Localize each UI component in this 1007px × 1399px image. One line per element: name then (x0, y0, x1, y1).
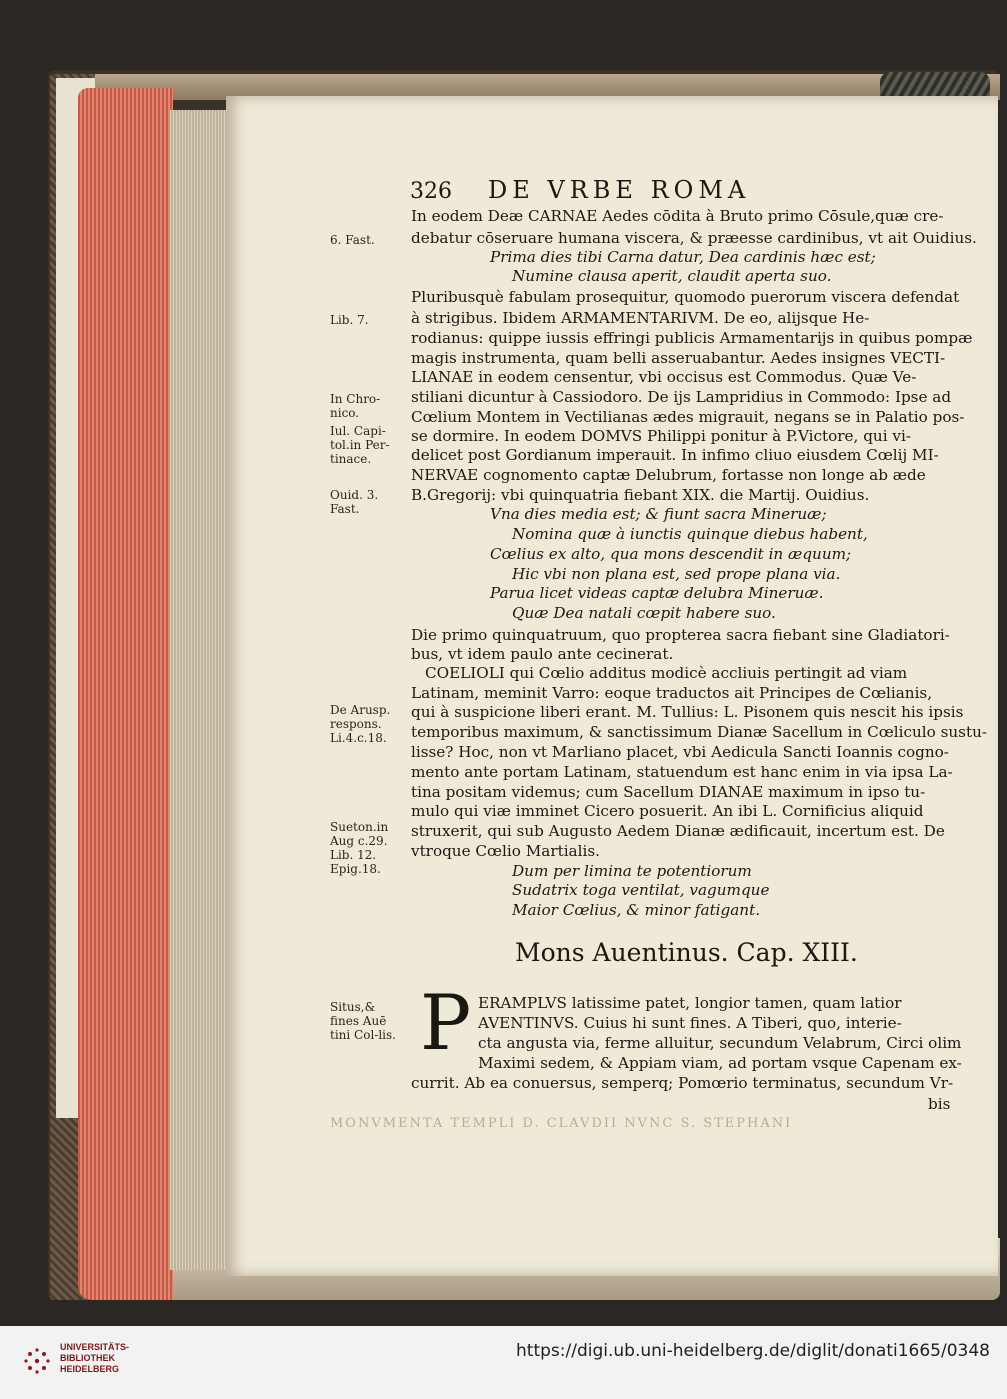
text-line: In eodem Deæ CARNAE Aedes cōdita à Bruto primo Cōsule,quæ cre- (411, 207, 944, 225)
text-line: se dormire. In eodem DOMVS Philippi ponitur à P.Victore, qui vi- (411, 427, 911, 445)
text-line: à strigibus. Ibidem ARMAMENTARIVM. De eo, alijsque He- (411, 309, 870, 327)
institution-name (60, 1342, 129, 1375)
permalink-url[interactable]: https://digi.ub.uni-heidelberg.de/diglit/donati1665/0348 (516, 1341, 990, 1361)
text-line: stiliani dicuntur à Cassiodoro. De ijs Lampridius in Commodo: Ipse ad (411, 388, 952, 406)
verse-line: Dum per limina te potentiorum (512, 862, 752, 880)
text-line: mulo qui viæ imminet Cicero posuerit. An ibi L. Cornificius aliquid (411, 802, 924, 820)
text-line: rodianus: quippe iussis effringi publicis Armamentarijs in quibus pompæ (411, 329, 973, 347)
text-line: cta angusta via, ferme alluitur, secundum Velabrum, Circi olim (478, 1034, 962, 1052)
text-line: struxerit, qui sub Augusto Aedem Dianæ ædificauit, incertum est. De (411, 822, 945, 840)
verse-line: Hic vbi non plana est, sed prope plana via. (512, 565, 841, 583)
chapter-heading: Mons Auentinus. Cap. XIII. (515, 938, 858, 967)
margin-note: Ouid. 3. Fast. (330, 488, 379, 516)
page-stack (170, 110, 228, 1270)
text-line: Maximi sedem, & Appiam viam, ad portam vsque Capenam ex- (478, 1054, 962, 1072)
verse-line: Nomina quæ à iunctis quinque diebus habent, (512, 525, 868, 543)
verse-line: Sudatrix toga ventilat, vagumque (512, 881, 770, 899)
text-line: Latinam, meminit Varro: eoque traductos ait Principes de Cœlianis, (411, 684, 933, 702)
text-line: qui à suspicione liberi erant. M. Tullius: L. Pisonem quis nescit his ipsis (411, 703, 964, 721)
margin-note: Iul. Capi-tol.in Per-tinace. (330, 424, 390, 466)
red-page-edge (78, 88, 173, 1300)
text-line: COELIOLI qui Cœlio additus modicè accliuis pertingit ad viam (425, 664, 908, 682)
running-title: DE VRBE ROMA (488, 176, 751, 204)
institution-line: HEIDELBERG (60, 1364, 120, 1374)
verse-line: Parua licet videas captæ delubra Mineruæ. (490, 584, 824, 602)
catchword: bis (928, 1095, 951, 1113)
university-logo-icon (22, 1346, 52, 1376)
text-line: NERVAE cognomento captæ Delubrum, fortasse non longe ab æde (411, 466, 926, 484)
text-line: mento ante portam Latinam, statuendum est hanc enim in via ipsa La- (411, 763, 953, 781)
margin-note: Sueton.in Aug c.29. Lib. 12. Epig.18. (330, 820, 389, 876)
text-line: debatur cōseruare humana viscera, & præesse cardinibus, vt ait Ouidius. (411, 229, 977, 247)
verse-line: Numine clausa aperit, claudit aperta suo. (512, 267, 832, 285)
text-line: temporibus maximum, & sanctissimum Dianæ Sacellum in Cœliculo sustu- (411, 723, 987, 741)
running-header (410, 176, 950, 204)
verse-line: Cœlius ex alto, qua mons descendit in æquum; (490, 545, 852, 563)
text-line: ERAMPLVS latissime patet, longior tamen, quam latior (478, 994, 902, 1012)
institution-line: UNIVERSITÄTS- (60, 1342, 130, 1352)
verse-line: Prima dies tibi Carna datur, Dea cardinis hæc est; (490, 248, 876, 266)
viewer-footer (0, 1326, 1007, 1399)
verse-line: Vna dies media est; & fiunt sacra Mineruæ; (490, 505, 827, 523)
verse-line: Maior Cœlius, & minor fatigant. (512, 901, 761, 919)
text-line: AVENTINVS. Cuius hi sunt fines. A Tiberi, quo, interie- (478, 1014, 902, 1032)
drop-cap: P (420, 978, 472, 1067)
verse-line: Quæ Dea natali cœpit habere suo. (512, 604, 776, 622)
margin-note: Situs,& fines Auē tini Col-lis. (330, 1000, 396, 1042)
text-line: magis instrumenta, quam belli asseruabantur. Aedes insignes VECTI- (411, 349, 946, 367)
margin-note: De Arusp. respons. Li.4.c.18. (330, 703, 391, 745)
text-line: Pluribusquè fabulam prosequitur, quomodo puerorum viscera defendat (411, 288, 960, 306)
institution-line: BIBLIOTHEK (60, 1353, 115, 1363)
text-line: B.Gregorij: vbi quinquatria fiebant XIX. die Martij. Ouidius. (411, 486, 870, 504)
margin-note: In Chro-nico. (330, 392, 381, 420)
text-line: Die primo quinquatruum, quo propterea sacra fiebant sine Gladiatori- (411, 626, 950, 644)
margin-note: 6. Fast. (330, 233, 375, 247)
page-number: 326 (410, 179, 452, 204)
text-line: vtroque Cœlio Martialis. (411, 842, 600, 860)
show-through-text: MONVMENTA TEMPLI D. CLAVDII NVNC S. STEPHANI (330, 1116, 793, 1131)
margin-note: Lib. 7. (330, 313, 369, 327)
text-line: bus, vt idem paulo ante cecinerat. (411, 645, 674, 663)
text-line: LIANAE in eodem censentur, vbi occisus est Commodus. Quæ Ve- (411, 368, 917, 386)
text-line: tina positam videmus; cum Sacellum DIANAE maximum in ipso tu- (411, 783, 926, 801)
text-line: lisse? Hoc, non vt Marliano placet, vbi Aedicula Sancti Ioannis cogno- (411, 743, 949, 761)
text-line: delicet post Gordianum imperauit. In infimo cliuo eiusdem Cœlij MI- (411, 446, 939, 464)
text-line: Cœlium Montem in Vectilianas ædes migrauit, negans se in Palatio pos- (411, 408, 965, 426)
text-line: currit. Ab ea conuersus, semperq; Pomœrio terminatus, secundum Vr- (411, 1074, 954, 1092)
